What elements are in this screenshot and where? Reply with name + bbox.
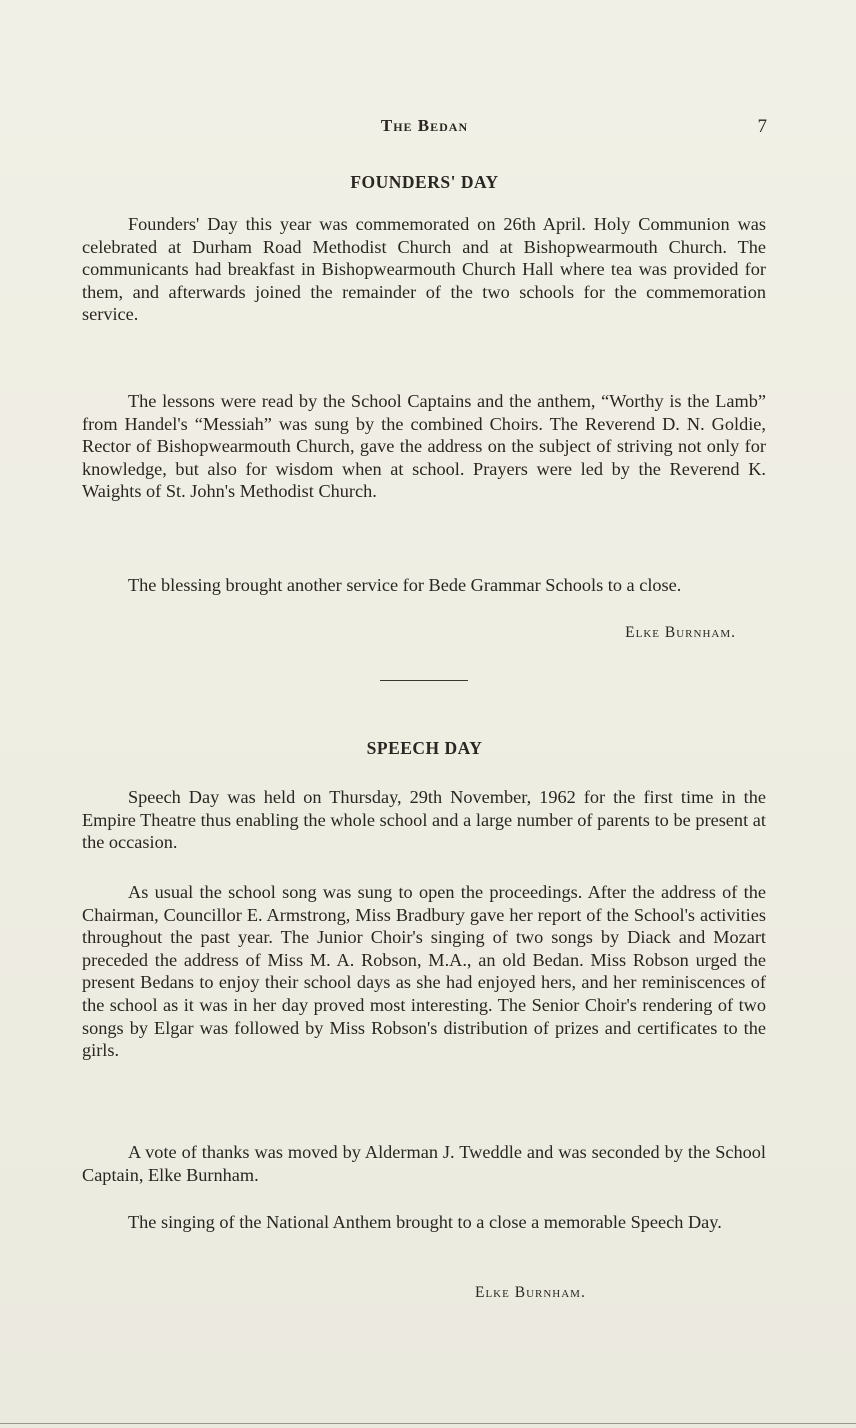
speech-day-heading: SPEECH DAY bbox=[366, 738, 483, 758]
paragraph-text: Speech Day was held on Thursday, 29th November, 1962 for the first time in the Empire Theatre thus enabling the whole school and a large number of parents to be present at the occasion. bbox=[82, 787, 766, 853]
paragraph-text: As usual the school song was sung to open the proceedings. After the address of the Chairman, Councillor E. Armstrong, Miss Bradbury gave her report of the School's activities throughout the past year. The Junior Choir's singing of two songs by Diack and Mozart preceded the address of Miss M. A. Robson, M.A., an old Bedan. Miss Robson urged the present Bedans to enjoy their school days as she had enjoyed hers, and her reminiscences of the school as it was in her day proved most interesting. The Senior Choir's rendering of two songs by Elgar was followed by Miss Robson's distribution of prizes and certificates to the girls. bbox=[82, 882, 766, 1061]
paragraph-text: The lessons were read by the School Captains and the anthem, “Worthy is the Lamb” from Handel's “Messiah” was sung by the combined Choirs. The Reverend D. N. Goldie, Rector of Bishopwearmouth Church, gave the address on the subject of striving not only for knowledge, but also for wisdom when at school. Prayers were led by the Reverend K. Waights of St. John's Methodist Church. bbox=[82, 391, 766, 502]
paragraph-text: Founders' Day this year was commemorated on 26th April. Holy Communion was celebrated at Durham Road Methodist Church and at Bishopwearmouth Church. The communicants had breakfast in Bishopwearmouth Church Hall where tea was provided for them, and afterwards joined the remainder of the two schools for the commemoration service. bbox=[82, 214, 766, 325]
paragraph-text: The blessing brought another service for Bede Grammar Schools to a close. bbox=[128, 575, 682, 595]
speech-paragraph-3 bbox=[82, 1141, 766, 1186]
founders-day-heading: FOUNDERS' DAY bbox=[350, 172, 499, 192]
page-bottom-edge bbox=[0, 1423, 856, 1424]
paragraph-text: The singing of the National Anthem brought to a close a memorable Speech Day. bbox=[128, 1212, 722, 1232]
founders-paragraph-3 bbox=[82, 574, 766, 597]
founders-paragraph-2 bbox=[82, 390, 766, 503]
speech-signature: Elke Burnham. bbox=[475, 1284, 586, 1301]
speech-paragraph-4 bbox=[82, 1211, 766, 1234]
founders-signature: Elke Burnham. bbox=[625, 624, 736, 641]
founders-paragraph-1 bbox=[82, 213, 766, 326]
section-divider bbox=[380, 680, 468, 681]
speech-paragraph-1 bbox=[82, 786, 766, 854]
page-number: 7 bbox=[757, 116, 767, 137]
paragraph-text: A vote of thanks was moved by Alderman J. Tweddle and was seconded by the School Captain, Elke Burnham. bbox=[82, 1142, 766, 1185]
running-title: The Bedan bbox=[380, 116, 469, 135]
speech-paragraph-2 bbox=[82, 881, 766, 1062]
running-header bbox=[82, 116, 767, 144]
